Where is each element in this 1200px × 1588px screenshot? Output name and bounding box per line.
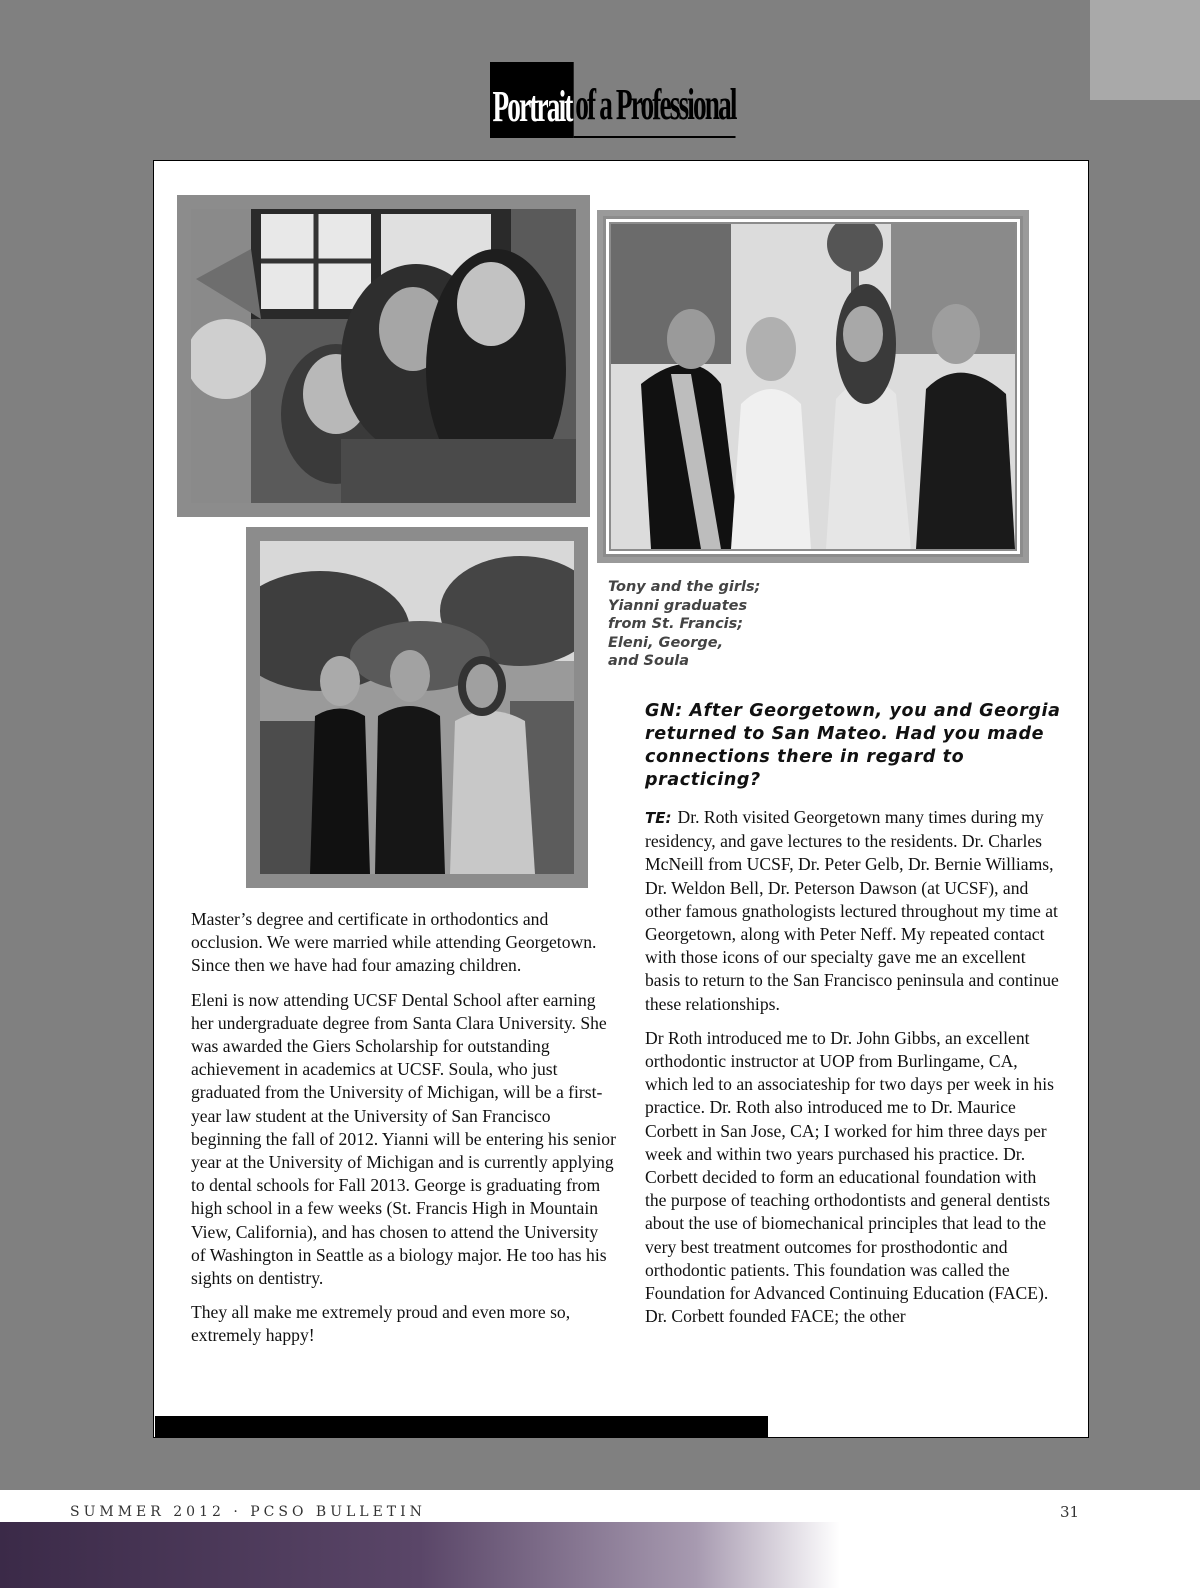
masthead-part1: Portrait — [490, 62, 574, 138]
photo-frame-3 — [246, 527, 588, 888]
photo-tony-and-girls — [191, 209, 576, 503]
footer-gradient-bar — [0, 1522, 1200, 1588]
paragraph: They all make me extremely proud and even more so, extremely happy! — [191, 1302, 571, 1346]
interview-question: GN: After Georgetown, you and Georgia returned to San Mateo. Had you made connections there in regard to practicing? — [645, 701, 1061, 790]
left-column — [191, 908, 616, 1359]
section-masthead — [490, 62, 736, 138]
photo-yianni-graduation — [611, 224, 1015, 549]
right-column — [645, 806, 1060, 1339]
paragraph: Eleni is now attending UCSF Dental School after earning her undergraduate degree from Santa Clara University. She was awarded the Giers Scholarship for outstanding achievement in academics at UCSF. Soula, who just graduated from the University of Michigan, will be a first-year law student at the University of San Francisco beginning the fall of 2012. Yianni will be entering his senior year at the University of Michigan and is currently applying to dental schools for Fall 2013. George is graduating from high school in a few weeks (St. Francis High in Mountain View, California), and has chosen to attend the University of Washington in Seattle as a biology major. He too has his sights on dentistry. — [191, 989, 616, 1289]
photo-frame-2 — [597, 210, 1029, 563]
answer-label: TE: — [645, 809, 672, 827]
paragraph: Master’s degree and certificate in orthodontics and occlusion. We were married while attending Georgetown. Since then we have had four amazing children. — [191, 909, 597, 976]
caption-line: Tony and the girls; — [608, 579, 761, 595]
answer-text: Dr. Roth visited Georgetown many times during my residency, and gave lectures to the residents. Dr. Charles McNeill from UCSF, Dr. Peter Gelb, Dr. Bernie Williams, Dr. Weldon Bell, Dr. Peterson Dawson (at UCSF), and other famous gnathologists lectured throughout my time at Georgetown, along with Peter Neff. My repeated contact with those icons of our specialty gave me an excellent basis to return to the San Francisco peninsula and continue these relationships. — [645, 807, 1059, 1014]
corner-tab — [1090, 0, 1200, 100]
decorative-bar — [155, 1416, 768, 1438]
caption-line: Eleni, George, — [608, 634, 724, 651]
answer-paragraph — [645, 806, 1060, 1016]
masthead-part2: of a Professional — [574, 79, 736, 138]
caption-line: from St. Francis; — [608, 616, 744, 632]
paragraph: Dr Roth introduced me to Dr. John Gibbs, an excellent orthodontic instructor at UOP from Burlingame, CA, which led to an associateship for two days per week in his practice. Dr. Roth also introduced me to Dr. Maurice Corbett in San Jose, CA; I worked for him three days per week and within two years purchased his practice. Dr. Corbett decided to form an educational foundation with the purpose of teaching orthodontists and general dentists about the use of biomechanical principles that lead to the very best treatment outcomes for prosthodontic and orthodontic patients. This foundation was called the Foundation for Advanced Continuing Education (FACE). Dr. Corbett founded FACE; the other — [645, 1027, 1054, 1327]
photo-frame-1 — [177, 195, 590, 517]
caption-line: Yianni graduates — [608, 597, 748, 614]
photo-eleni-george-soula — [260, 541, 574, 874]
page-number: 31 — [1060, 1503, 1080, 1521]
caption-line: and Soula — [608, 653, 690, 669]
photo-caption — [608, 578, 828, 671]
footer-publication: SUMMER 2012 · PCSO BULLETIN — [70, 1504, 426, 1520]
